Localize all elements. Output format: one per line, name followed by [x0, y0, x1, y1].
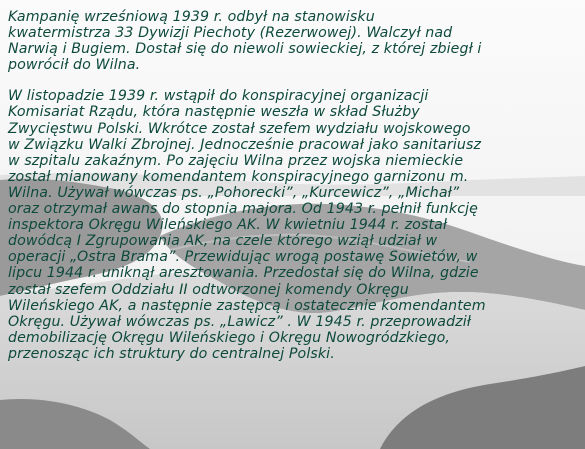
paragraph-conspiracy: W listopadzie 1939 r. wstąpił do konspiracyjnej organizacji Komisariat Rządu, która następnie weszła w skład Służby Zwycięstwu Polski. Wkrótce został szefem wydziału wojskowego w Związku Walki Zbrojnej. Jednocześnie pracował jako sanitariusz w szpitalu zakaźnym. Po zajęciu Wilna przez wojska niemieckie został mianowany komendantem konspiracyjnego garnizonu m. Wilna. Używał wówczas ps. „Pohorecki”, „Kurcewicz”, „Michał” oraz otrzymał awans do stopnia majora. Od 1943 r. pełnił funkcję inspektora Okręgu Wileńskiego AK. W kwietniu 1944 r. został dowódcą I Zgrupowania AK, na czele którego wziął udział w operacji „Ostra Brama”. Przewidując wrogą postawę Sowietów, w lipcu 1944 r. uniknął aresztowania. Przedostał się do Wilna, gdzie został szefem Oddziału II odtworzonej komendy Okręgu Wileńskiego AK, a następnie zastępcą i ostatecznie komendantem Okręgu. Używał wówczas ps. „Lawicz” . W 1945 r. przeprowadził demobilizację Okręgu Wileńskiego i Okręgu Nowogródzkiego, przenosząc ich struktury do centralnej Polski. [8, 88, 486, 362]
biography-text [8, 9, 580, 362]
paragraph-campaign-1939: Kampanię wrześniową 1939 r. odbył na stanowisku kwatermistrza 33 Dywizji Piechoty (Rezerwowej). Walczył nad Narwią i Bugiem. Dostał się do niewoli sowieckiej, z której zbiegł i powrócił do Wilna. [8, 9, 482, 74]
